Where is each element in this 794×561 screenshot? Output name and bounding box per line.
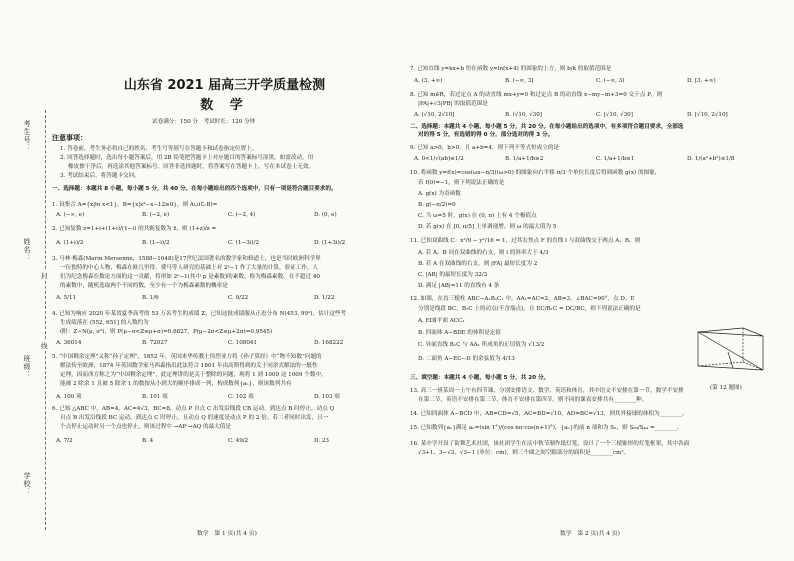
cut-mark-line: 线 [41, 342, 48, 350]
cut-mark-seal: 封 [41, 272, 48, 280]
question-stem: 12. 如图，在直三棱柱 ABC−A₁B₁C₁ 中，AA₁=AC=2，AB=3，∠BAC=90°，点 D、E [410, 296, 635, 302]
option: D. 168222 [314, 340, 344, 346]
option: A. 0<1/√(ab)≤1/2 [414, 156, 464, 162]
question-stem: 3. 马林·梅森(Marin Mersenne，1588−1648)是17世纪法国著名的数学家和修道士，也是当时欧洲科学界 [52, 256, 321, 262]
fill-question: 14. 已知四面体 A−BCD 中，AB=CD=√5，AC=BD=√10，AD=BC=√13，则其外接球的体积为________。 [410, 411, 688, 417]
option: D. 1/(a²+b²)≤1/8 [687, 156, 735, 162]
page-footer: 数学 第 2 页(共 4 页) [560, 531, 620, 537]
notes-heading: 注意事项： [52, 134, 87, 142]
question-text: 解法传至欧洲，1874 年英国数学家马西森指出此法符合 1801 年由高斯得到的关于同余式解法的一般性 [60, 363, 318, 369]
option: C. 102 项 [228, 394, 254, 400]
question-stem: 8. 已知 m∈R，若过定点 A 的动直线 mx+y=0 和过定点 B 的动直线 x−my−m+3=0 交于点 P，则 [410, 92, 663, 98]
page-right [410, 0, 785, 561]
figure-caption: (第 12 题图) [710, 385, 742, 391]
option: A. 5/11 [56, 295, 77, 301]
option: A. 36014 [56, 340, 82, 346]
option: A. g(x) 为奇函数 [418, 191, 461, 197]
option: A. (−∞, e) [56, 212, 85, 218]
option: A. (1+i)/2 [56, 240, 84, 246]
option: C. 异面直线 B₁C 与 AA₁ 所成角的正切值为 √13/2 [418, 342, 545, 348]
fill-question: 在第二节，英语不安排在第三节，体育不安排在第四节，则不同的课表安排共有________种。 [418, 397, 648, 403]
option: C. |AB| 的最短长度为 32/3 [418, 272, 488, 278]
option: D. 103 项 [314, 394, 340, 400]
section-heading-multi-choice: 二、选择题：本题共 4 小题，每小题 5 分，共 20 分。在每小题给出的选项中，有多项符合题目要求，全部选 [410, 124, 684, 130]
page-footer: 数学 第 1 页(共 4 页) [197, 531, 257, 537]
option: D. [√10, 2√10] [687, 112, 728, 118]
exam-subject: 数 学 [200, 98, 249, 113]
option: C. (1−3i)/2 [228, 240, 260, 246]
question-text: 的素数中，随机选取两个不同的数，至少有一个为梅森素数的概率是 [60, 283, 228, 289]
option: A. 7/2 [56, 438, 73, 444]
question-stem: 5. “中国剩余定理”又称“孙子定理”，1852 年，英国来华传教士伟烈亚力将《孙子算经》中“物不知数”问题的 [52, 354, 322, 360]
option: C. 108041 [228, 340, 257, 346]
option: C. 当 ω=5 时，g(x) 在 (0, π) 上有 4 个极值点 [418, 213, 537, 219]
question-text: 分别是线段 BC，B₁C 上的动点(不含端点)，且 EC/B₁C = DC/BC，则下列说法正确的是 [418, 306, 641, 312]
binding-field-name: 姓名： [23, 238, 31, 262]
option: D. 若 g(x) 在 [0, π/5] 上单调递增，则 ω 的最大值为 5 [418, 224, 557, 230]
option: C. [√10, √30] [596, 112, 633, 118]
option: B. 四面体 A−BDE 的体积是定值 [418, 330, 501, 336]
option: A. 100 项 [56, 394, 82, 400]
option: A. ED∥平面 ACC₁ [418, 318, 465, 324]
option: C. 49/2 [228, 438, 249, 444]
section-heading-single-choice: 一、选择题：本题共 8 小题，每小题 5 分，共 40 分。在每小题给出的四个选项中，只有一项是符合题目要求的。 [52, 186, 337, 192]
question-text: 自点 B 出发沿线段 BC 运动，到达点 C 时停止，且动点 Q 的速度是动点 P 的 2 倍。若二者同时出发，且一 [60, 415, 329, 421]
option: D. 满足 |AB|=11 的直线有 4 条 [418, 283, 500, 289]
question-text: (附：Z∼N(μ, σ²)，则 P(μ−σ<Z≤μ+σ)=0.6827，P(μ−2σ<Z≤μ+2σ)=0.9545) [60, 329, 273, 335]
section-heading-multi-choice-cont: 对的得 5 分，有选错的得 0 分，部分选对的得 3 分。 [418, 132, 554, 138]
question-stem: 11. 已知双曲线 C：x²/9 − y²/16 = 1，过其右焦点 F 的直线 l 与双曲线交于两点 A、B，则 [410, 238, 641, 244]
option: B. 101 项 [142, 394, 168, 400]
option: B. 4 [142, 438, 154, 444]
fill-question: 15. 已知数列{aₙ}满足 aₙ=(sin 1°)/(cos nπ·cos(n+1)°)，{aₙ}的前 n 项和为 Sₙ，则 S₈₉/S₄₄ =________。 [410, 425, 683, 431]
question-text: 若 f(0)=−1，则下列说法正确的是 [418, 180, 505, 186]
prism-figure [688, 322, 778, 382]
option: C. 1/a+1/b≥1 [596, 156, 635, 162]
binding-strip [8, 110, 48, 530]
note-item: 橡皮擦干净后，再选涂其他答案标号。回答非选择题时，将答案写在答题卡上，写在本试卷上无效。 [68, 164, 315, 170]
option: D. 二面角 A−EC−D 的余弦值为 4/13 [418, 356, 515, 362]
question-stem: 6. 已知 △ABC 中，AB=4，AC=4√3，BC=8，动点 P 自点 C 出发沿线段 CB 运动，到达点 B 时停止，动点 Q [52, 406, 335, 412]
option: A. 若 A、B 同在双曲线的右支，则 l 的斜率大于 4/3 [418, 250, 549, 256]
option: C. (−∞, 3) [596, 78, 625, 84]
page-left [52, 0, 397, 561]
question-stem: 10. 将函数 y=f(x)=cos(ωx−π/3)(ω>0) 的图象向右平移 π/3 个单位长度后得到函数 g(x) 的图象， [410, 170, 661, 176]
option: B. 1/6 [142, 295, 159, 301]
option: D. [3, +∞) [687, 78, 716, 84]
note-item: 3. 考试结束后，将答题卡交回。 [60, 173, 140, 179]
option: D. (0, e) [314, 212, 337, 218]
binding-field-exam-number: 考生号： [23, 120, 31, 152]
option: D. 1/22 [314, 295, 335, 301]
option: C. 9/22 [228, 295, 249, 301]
option: B. (−∞, 3] [505, 78, 534, 84]
option: B. 72027 [142, 340, 168, 346]
option: B. (1−i)/2 [142, 240, 170, 246]
question-text: 生成绩落在 (552, 651] 的人数约为 [60, 320, 149, 326]
note-item: 1. 答卷前，考生务必将自己的姓名、考生号等填写在答题卡和试卷指定位置上。 [60, 146, 258, 152]
option: B. 1/a+1/b≥2 [505, 156, 544, 162]
option: B. (√10, √30] [505, 112, 542, 118]
option: B. g(−π/2)=0 [418, 202, 456, 208]
question-text: 个点停止运动时另一个点也停止，则该过程中 →AP·→AQ 的最大值是 [60, 424, 231, 430]
option: B. 若 A 在双曲线的右支，则 |FA| 最短长度为 2 [418, 261, 538, 267]
option: B. (−2, e) [142, 212, 170, 218]
option: A. (3, +∞) [414, 78, 443, 84]
question-stem: 2. 已知复数 z=1+i+(1+i)/(1−i) 的共轭复数为 z̄，则 (1+z)/z = [52, 226, 217, 232]
binding-field-class: 班级： [23, 355, 31, 379]
fill-question: 16. 某中学开设了街舞艺术社团，该社团学生在庆中秋节制作纸灯笼，设计了一个三棱锥形的灯笼框架，其中各面 [410, 441, 690, 447]
question-text: 能被 2 除余 1 且被 5 除余 1 的数按从小到大的顺序排成一列，构成数列{aₙ}，则该数列共有 [60, 381, 292, 387]
exam-title: 山东省 2021 届高三开学质量检测 [123, 78, 326, 93]
question-text: 们为纪念梅森在数论方面的这一贡献，将形如 2ᵖ−1(其中 p 是素数)的素数，称为梅森素数，在不超过 40 [60, 274, 320, 280]
cut-line [45, 110, 46, 530]
option: D. 23 [314, 438, 329, 444]
option: A. (√10, 2√10] [414, 112, 455, 118]
question-stem: 7. 已知直线 y=kx+b 恒在函数 y=ln(x+4) 的图象的上方，则 b/k 的取值范围是 [410, 66, 612, 72]
question-stem: 4. 已知为响应 2020 年某省夏季高考的 53 万名考生的成绩 Z，已知这批成绩服从正态分布 N(453, 99²)，估计这些考 [52, 311, 347, 317]
fill-question: √3+1、3−√3、√3−1 (单位：cm)，则三个圆之间空隙部分的面积是________cm²。 [418, 450, 630, 456]
exam-meta: 试卷满分：150 分 考试时长：120 分钟 [152, 119, 256, 125]
question-text: |PA|+√3|PB| 的取值范围是 [418, 101, 488, 107]
section-heading-fill-blank: 三、填空题：本题共 4 小题，每小题 5 分，共 20 分。 [410, 375, 550, 381]
option: C. (−2, 4) [228, 212, 256, 218]
fill-question: 13. 高三一班某周一上午有四节课，分别安排语文、数学、英语和体育，其中语文不安排在第一节，数学不安排 [410, 388, 684, 394]
question-stem: 9. 已知 a>0，b>0，且 a+b=4，则下列不等式恒成立的是 [410, 145, 560, 151]
binding-field-school: 学校： [23, 472, 31, 496]
question-text: 一位独特的中心人物，梅森在欧几里得、费马等人研究的基础上对 2ᵖ−1 作了大量的计算，验证工作，人 [60, 265, 319, 271]
note-item: 2. 回答选择题时，选出每小题答案后，用 2B 铅笔把答题卡上对应题目的答案标号涂黑。如需改动，用 [60, 155, 314, 161]
question-stem: 1. 设集合 A={x|ln x<1}，B={x|x²−x−12≥0}，则 A∪(∁ᵣB)= [52, 202, 218, 208]
question-text: 定理，因而西方称之为“中国剩余定理”，此定理讲的是关于整除的问题，现将 1 到 1009 这 1009 个数中， [60, 372, 327, 378]
option: D. (1+3i)/2 [314, 240, 346, 246]
